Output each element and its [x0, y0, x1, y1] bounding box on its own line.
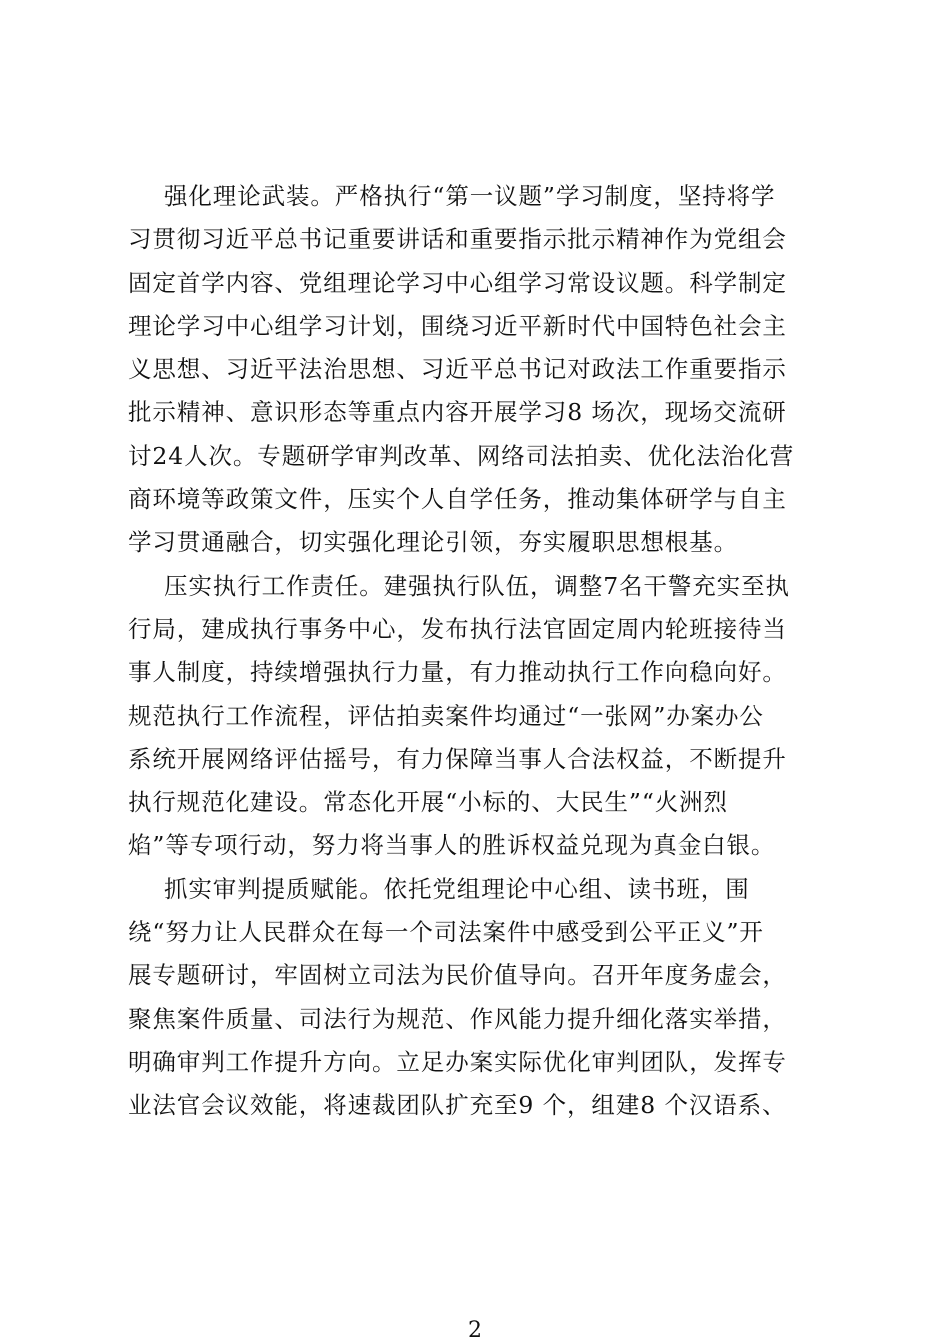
text-line: 抓实审判提质赋能。依托党组理论中心组、读书班，围	[164, 874, 750, 903]
paragraph-trial-quality	[128, 868, 828, 1128]
text-line: 业法官会议效能，将速裁团队扩充至9 个，组建8 个汉语系、	[128, 1091, 787, 1120]
text-line: 固定首学内容、党组理论学习中心组学习常设议题。科学制定	[128, 268, 787, 297]
paragraph-theory-study	[128, 175, 828, 565]
text-line: 商环境等政策文件，压实个人自学任务，推动集体研学与自主	[128, 485, 787, 514]
text-line: 批示精神、意识形态等重点内容开展学习8 场次，现场交流研	[128, 398, 787, 427]
text-line: 行局，建成执行事务中心，发布执行法官固定周内轮班接待当	[128, 614, 787, 643]
text-line: 执行规范化建设。常态化开展“小标的、大民生”“火洲烈	[128, 788, 728, 817]
text-line: 强化理论武装。严格执行“第一议题”学习制度，坚持将学	[164, 182, 776, 210]
paragraph-enforcement-duty	[128, 565, 828, 868]
document-body	[128, 175, 828, 1128]
text-line: 明确审判工作提升方向。立足办案实际优化审判团队，发挥专	[128, 1047, 787, 1076]
text-line: 焰”等专项行动，努力将当事人的胜诉权益兑现为真金白银。	[128, 831, 776, 860]
text-line: 学习贯通融合，切实强化理论引领，夯实履职思想根基。	[128, 528, 738, 557]
text-line: 展专题研讨，牢固树立司法为民价值导向。召开年度务虚会，	[128, 961, 787, 990]
text-line: 聚焦案件质量、司法行为规范、作风能力提升细化落实举措，	[128, 1004, 787, 1033]
text-line: 系统开展网络评估摇号，有力保障当事人合法权益，不断提升	[128, 744, 787, 773]
text-line: 绕“努力让人民群众在每一个司法案件中感受到公平正义”开	[128, 918, 764, 947]
page-number: 2	[468, 1318, 482, 1343]
text-line: 压实执行工作责任。建强执行队伍，调整7名干警充实至执	[164, 571, 790, 600]
text-line: 理论学习中心组学习计划，围绕习近平新时代中国特色社会主	[128, 311, 787, 340]
text-line: 习贯彻习近平总书记重要讲话和重要指示批示精神作为党组会	[128, 225, 787, 254]
text-line: 事人制度，持续增强执行力量，有力推动执行工作向稳向好。	[128, 658, 787, 687]
text-line: 讨24人次。专题研学审判改革、网络司法拍卖、优化法治化营	[128, 441, 795, 470]
text-line: 规范执行工作流程，评估拍卖案件均通过“一张网”办案办公	[128, 701, 764, 730]
text-line: 义思想、习近平法治思想、习近平总书记对政法工作重要指示	[128, 355, 787, 384]
